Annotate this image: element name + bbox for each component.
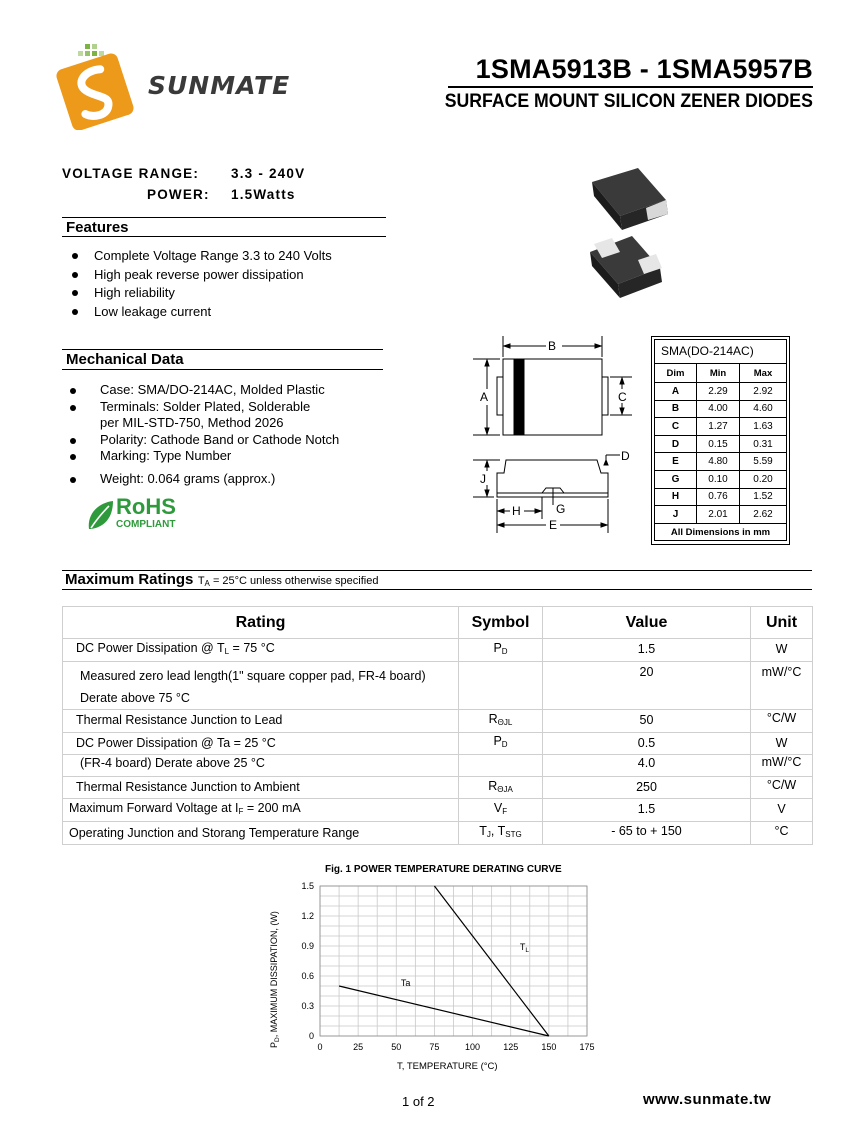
series-line-ta	[339, 986, 549, 1036]
unit-cell: W	[751, 733, 813, 755]
table-row	[655, 506, 787, 524]
max-cell: 2.92	[740, 383, 787, 401]
rating-cell: Operating Junction and Storang Temperature Range	[63, 822, 459, 845]
dim-label-a: A	[480, 390, 489, 404]
table-row	[63, 662, 813, 710]
symbol-header: Symbol	[459, 607, 543, 639]
unit-cell: W	[751, 639, 813, 662]
feature-item: High peak reverse power dissipation	[66, 266, 386, 285]
table-row	[655, 488, 787, 506]
min-cell: 2.01	[697, 506, 740, 524]
rating-cell: Thermal Resistance Junction to Lead	[63, 710, 459, 733]
rating-cell	[63, 799, 459, 822]
x-tick-label: 150	[541, 1042, 557, 1052]
symbol-cell	[459, 710, 543, 733]
symbol-text: P	[493, 734, 502, 748]
table-row	[63, 710, 813, 733]
value-cell: 1.5	[543, 799, 751, 822]
dim-cell: C	[655, 418, 697, 436]
voltage-range-value: 3.3 - 240V	[231, 166, 306, 181]
min-cell: 0.15	[697, 435, 740, 453]
max-cell: 2.62	[740, 506, 787, 524]
page-number: 1 of 2	[402, 1094, 435, 1109]
dimension-table-frame	[651, 336, 790, 545]
dimension-table-title: SMA(DO-214AC)	[654, 339, 787, 363]
max-cell: 1.52	[740, 488, 787, 506]
symbol-text: V	[493, 801, 503, 815]
rating-cell: Thermal Resistance Junction to Ambient	[63, 777, 459, 799]
symbol-sub: F	[502, 807, 508, 816]
condition-text: T	[197, 575, 205, 587]
feature-item: High reliability	[66, 284, 386, 303]
unit-cell: mW/°C	[751, 662, 813, 710]
value-header: Value	[543, 607, 751, 639]
series-label-ta: Ta	[400, 978, 411, 988]
feature-item: Complete Voltage Range 3.3 to 240 Volts	[66, 247, 386, 266]
package-outline-drawing	[470, 333, 645, 533]
dim-label-c: C	[618, 390, 627, 404]
dim-label-g: G	[556, 502, 566, 516]
min-header: Min	[697, 364, 740, 383]
ratings-heading: Maximum Ratings	[65, 571, 194, 588]
mechanical-bottom-rule	[62, 369, 383, 370]
unit-cell: °C/W	[751, 710, 813, 733]
min-cell: 0.76	[697, 488, 740, 506]
y-tick-label: 0.6	[301, 971, 314, 981]
symbol-cell	[459, 777, 543, 799]
symbol-text: T	[479, 824, 487, 838]
table-row	[63, 799, 813, 822]
dimension-table-footer: All Dimensions in mm	[655, 523, 787, 541]
max-cell: 1.63	[740, 418, 787, 436]
mechanical-item: Polarity: Cathode Band or Cathode Notch	[64, 432, 384, 449]
rohs-leaf-icon	[87, 499, 115, 531]
symbol-cell	[459, 799, 543, 822]
max-cell: 0.31	[740, 435, 787, 453]
value-cell: 250	[543, 777, 751, 799]
y-tick-label: 1.5	[301, 881, 314, 891]
table-row	[655, 383, 787, 401]
rohs-compliant-label: COMPLIANT	[116, 519, 176, 530]
condition-sub: A	[204, 579, 210, 588]
features-bottom-rule	[62, 236, 386, 237]
mechanical-item-continuation: per MIL-STD-750, Method 2026	[100, 415, 284, 430]
condition-text: = 25°C unless otherwise specified	[209, 575, 379, 587]
max-cell: 5.59	[740, 453, 787, 471]
mechanical-top-rule	[62, 349, 383, 350]
unit-cell: mW/°C	[751, 755, 813, 777]
rating-sub: L	[224, 647, 230, 656]
rating-header: Rating	[63, 607, 459, 639]
table-row	[655, 435, 787, 453]
x-tick-label: 25	[353, 1042, 364, 1052]
company-logo-mark	[55, 40, 145, 130]
x-tick-label: 75	[429, 1042, 440, 1052]
dim-cell: B	[655, 400, 697, 418]
dim-cell: H	[655, 488, 697, 506]
table-row	[655, 453, 787, 471]
symbol-text: P	[493, 641, 502, 655]
symbol-cell	[459, 662, 543, 710]
min-cell: 2.29	[697, 383, 740, 401]
rating-text: DC Power Dissipation @ T	[76, 641, 225, 655]
table-row	[63, 755, 813, 777]
min-cell: 4.00	[697, 400, 740, 418]
unit-cell: °C/W	[751, 777, 813, 799]
mechanical-item: Marking: Type Number	[64, 448, 384, 465]
document-subtitle: SURFACE MOUNT SILICON ZENER DIODES	[444, 91, 813, 112]
dim-header: Dim	[655, 364, 697, 383]
min-cell: 1.27	[697, 418, 740, 436]
dim-cell: A	[655, 383, 697, 401]
mechanical-list	[64, 382, 384, 487]
mechanical-item: Case: SMA/DO-214AC, Molded Plastic	[64, 382, 384, 399]
power-label: POWER:	[147, 187, 210, 202]
dim-cell: G	[655, 470, 697, 488]
dim-cell: J	[655, 506, 697, 524]
table-row	[63, 777, 813, 799]
symbol-sub: D	[501, 647, 508, 656]
series-label-tl: $T_L$	[519, 942, 529, 954]
value-cell: 1.5	[543, 639, 751, 662]
dimension-table	[654, 363, 787, 541]
rohs-label: RoHS	[116, 494, 176, 519]
value-cell: 0.5	[543, 733, 751, 755]
symbol-sub: STG	[505, 830, 522, 839]
min-cell: 0.10	[697, 470, 740, 488]
mechanical-heading: Mechanical Data	[66, 351, 184, 368]
features-heading: Features	[66, 219, 129, 236]
max-ratings-table	[62, 606, 813, 845]
table-row	[655, 400, 787, 418]
voltage-range-label: VOLTAGE RANGE:	[62, 166, 200, 181]
dim-label-b: B	[548, 339, 557, 353]
symbol-text: , T	[490, 824, 506, 838]
table-row	[63, 639, 813, 662]
dim-cell: D	[655, 435, 697, 453]
chart-y-axis-label: $P_D$, MAXIMUM DISSIPATION, (W)	[269, 911, 281, 1048]
max-header: Max	[740, 364, 787, 383]
mechanical-item: Weight: 0.064 grams (approx.)	[64, 471, 384, 488]
power-value: 1.5Watts	[231, 187, 296, 202]
y-tick-label: 0	[308, 1031, 314, 1041]
table-row	[655, 470, 787, 488]
symbol-text: R	[488, 779, 498, 793]
chart-title: Fig. 1 POWER TEMPERATURE DERATING CURVE	[325, 864, 562, 875]
unit-header: Unit	[751, 607, 813, 639]
dim-label-h: H	[512, 504, 521, 518]
footer-website[interactable]: www.sunmate.tw	[643, 1091, 772, 1108]
ratings-heading-line	[65, 571, 378, 589]
dim-label-j: J	[480, 472, 486, 486]
rating-text: Derate above 75 °C	[80, 691, 190, 705]
features-list	[66, 247, 386, 321]
min-cell: 4.80	[697, 453, 740, 471]
max-cell: 0.20	[740, 470, 787, 488]
x-tick-label: 100	[465, 1042, 481, 1052]
symbol-cell	[459, 639, 543, 662]
package-photo	[580, 160, 680, 305]
x-tick-label: 125	[503, 1042, 519, 1052]
table-row	[63, 733, 813, 755]
x-tick-label: 175	[579, 1042, 595, 1052]
rating-cell	[63, 662, 459, 710]
part-number-range: 1SMA5913B - 1SMA5957B	[475, 54, 813, 84]
rating-text: Maximum Forward Voltage at I	[69, 801, 239, 815]
rating-cell	[63, 639, 459, 662]
rating-sub: F	[238, 807, 244, 816]
value-cell: 4.0	[543, 755, 751, 777]
derating-chart	[255, 858, 615, 1078]
symbol-cell	[459, 733, 543, 755]
value-cell: 50	[543, 710, 751, 733]
dim-cell: E	[655, 453, 697, 471]
dim-label-e: E	[549, 518, 558, 532]
dim-label-d: D	[621, 449, 630, 463]
symbol-sub: ΘJL	[497, 718, 513, 727]
y-tick-label: 0.9	[301, 941, 314, 951]
company-wordmark: SUNMATE	[148, 71, 291, 100]
table-row	[63, 822, 813, 845]
rating-cell: DC Power Dissipation @ Ta = 25 °C	[63, 733, 459, 755]
rating-text: Measured zero lead length(1" square copper pad, FR-4 board)	[80, 669, 426, 683]
table-row	[655, 418, 787, 436]
rating-text: = 200 mA	[243, 801, 301, 815]
symbol-text: R	[488, 712, 498, 726]
y-tick-label: 0.3	[301, 1001, 314, 1011]
unit-cell: °C	[751, 822, 813, 845]
rating-cell: (FR-4 board) Derate above 25 °C	[63, 755, 459, 777]
x-tick-label: 0	[317, 1042, 323, 1052]
max-cell: 4.60	[740, 400, 787, 418]
value-cell: 20	[543, 662, 751, 710]
symbol-cell	[459, 755, 543, 777]
x-tick-label: 50	[391, 1042, 402, 1052]
feature-item: Low leakage current	[66, 303, 386, 322]
symbol-cell	[459, 822, 543, 845]
title-rule	[448, 86, 813, 88]
ratings-bottom-rule	[62, 589, 812, 590]
features-top-rule	[62, 217, 386, 218]
mechanical-item: Terminals: Solder Plated, Solderable	[64, 399, 384, 416]
rating-text: = 75 °C	[229, 641, 275, 655]
symbol-sub: D	[501, 740, 508, 749]
symbol-sub: ΘJA	[497, 785, 513, 794]
y-tick-label: 1.2	[301, 911, 314, 921]
unit-cell: V	[751, 799, 813, 822]
value-cell: - 65 to + 150	[543, 822, 751, 845]
symbol-sub: J	[486, 830, 491, 839]
chart-x-axis-label: T, TEMPERATURE (°C)	[397, 1061, 498, 1072]
